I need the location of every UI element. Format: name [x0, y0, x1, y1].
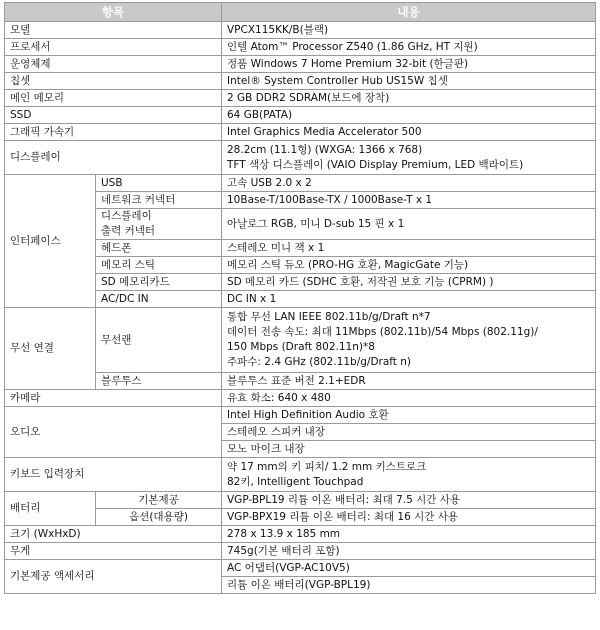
row-value: 고속 USB 2.0 x 2: [222, 175, 596, 192]
value-line: 주파수: 2.4 GHz (802.11b/g/Draft n): [227, 356, 412, 368]
row-label: 모델: [5, 22, 222, 39]
row-value: 278 x 13.9 x 185 mm: [222, 526, 596, 543]
row-label: 디스플레이: [5, 141, 222, 175]
table-row: [5, 458, 596, 492]
row-value: Intel® System Controller Hub US15W 칩셋: [222, 73, 596, 90]
row-value: 블루투스 표준 버전 2.1+EDR: [222, 373, 596, 390]
sub-label: [96, 209, 222, 240]
table-row: [5, 492, 596, 509]
group-label: 인터페이스: [5, 175, 96, 308]
row-label: 카메라: [5, 390, 222, 407]
row-value: 리튬 이온 배터리(VGP-BPL19): [222, 577, 596, 594]
row-value: [222, 308, 596, 373]
sub-label: SD 메모리카드: [96, 274, 222, 291]
table-row: [5, 308, 596, 373]
value-line: 28.2cm (11.1형) (WXGA: 1366 x 768): [227, 143, 423, 156]
table-row: [5, 407, 596, 424]
row-value: 모노 마이크 내장: [222, 441, 596, 458]
label-line: 디스플레이: [101, 210, 152, 222]
row-label: 오디오: [5, 407, 222, 458]
sub-label: 옵션(대용량): [96, 509, 222, 526]
table-row: [5, 526, 596, 543]
sub-label: 무선랜: [96, 308, 222, 373]
row-value: 스테레오 스피커 내장: [222, 424, 596, 441]
row-label: 크기 (WxHxD): [5, 526, 222, 543]
row-value: 메모리 스틱 듀오 (PRO-HG 호환, MagicGate 기능): [222, 257, 596, 274]
row-value: SD 메모리 카드 (SDHC 호환, 저작권 보호 기능 (CPRM) ): [222, 274, 596, 291]
value-line: TFT 색상 디스플레이 (VAIO Display Premium, LED 백라이트): [227, 158, 524, 171]
group-label: 무선 연결: [5, 308, 96, 390]
row-value: [222, 141, 596, 175]
table-row: [5, 90, 596, 107]
row-value: 유효 화소: 640 x 480: [222, 390, 596, 407]
row-label: 그래픽 가속기: [5, 124, 222, 141]
row-label: 메인 메모리: [5, 90, 222, 107]
sub-label: AC/DC IN: [96, 291, 222, 308]
row-value: 인텔 Atom™ Processor Z540 (1.86 GHz, HT 지원): [222, 39, 596, 56]
row-label: 운영체제: [5, 56, 222, 73]
table-row: [5, 73, 596, 90]
header-item: 항목: [5, 3, 222, 22]
table-row: [5, 22, 596, 39]
table-row: [5, 560, 596, 577]
table-row: [5, 56, 596, 73]
row-label: 칩셋: [5, 73, 222, 90]
value-line: 82키, Intelligent Touchpad: [227, 475, 364, 488]
row-label: 무게: [5, 543, 222, 560]
table-row: [5, 124, 596, 141]
value-line: 통합 무선 LAN IEEE 802.11b/g/Draft n*7: [227, 311, 431, 323]
header-content: 내용: [222, 3, 596, 22]
row-value: 정품 Windows 7 Home Premium 32-bit (한글판): [222, 56, 596, 73]
row-value: Intel High Definition Audio 호환: [222, 407, 596, 424]
row-value: 10Base-T/100Base-TX / 1000Base-T x 1: [222, 192, 596, 209]
label-line: 출력 커넥터: [101, 225, 156, 237]
row-value: [222, 458, 596, 492]
row-value: VPCX115KK/B(블랙): [222, 22, 596, 39]
table-row: [5, 39, 596, 56]
value-line: 약 17 mm의 키 피치/ 1.2 mm 키스트로크: [227, 460, 427, 473]
row-label: SSD: [5, 107, 222, 124]
sub-label: 메모리 스틱: [96, 257, 222, 274]
group-label: 배터리: [5, 492, 96, 526]
row-value: 아날로그 RGB, 미니 D-sub 15 핀 x 1: [222, 209, 596, 240]
sub-label: 헤드폰: [96, 240, 222, 257]
sub-label: 네트워크 커넥터: [96, 192, 222, 209]
row-label: 프로세서: [5, 39, 222, 56]
value-line: 150 Mbps (Draft 802.11n)*8: [227, 341, 375, 353]
table-row: [5, 175, 596, 192]
row-value: Intel Graphics Media Accelerator 500: [222, 124, 596, 141]
table-row: [5, 141, 596, 175]
sub-label: 블루투스: [96, 373, 222, 390]
row-value: 64 GB(PATA): [222, 107, 596, 124]
table-row: [5, 390, 596, 407]
value-line: 데이터 전송 속도: 최대 11Mbps (802.11b)/54 Mbps (802.11g)/: [227, 326, 538, 338]
table-header-row: [5, 3, 596, 22]
row-value: 745g(기본 배터리 포함): [222, 543, 596, 560]
row-value: 2 GB DDR2 SDRAM(보드에 장착): [222, 90, 596, 107]
sub-label: USB: [96, 175, 222, 192]
row-label: 키보드 입력장치: [5, 458, 222, 492]
row-value: AC 어댑터(VGP-AC10V5): [222, 560, 596, 577]
row-value: VGP-BPX19 리튬 이온 배터리: 최대 16 시간 사용: [222, 509, 596, 526]
table-row: [5, 543, 596, 560]
row-value: VGP-BPL19 리튬 이온 배터리: 최대 7.5 시간 사용: [222, 492, 596, 509]
row-value: DC IN x 1: [222, 291, 596, 308]
row-value: 스테레오 미니 잭 x 1: [222, 240, 596, 257]
spec-table: [4, 2, 596, 594]
table-row: [5, 107, 596, 124]
row-label: 기본제공 액세서리: [5, 560, 222, 594]
sub-label: 기본제공: [96, 492, 222, 509]
